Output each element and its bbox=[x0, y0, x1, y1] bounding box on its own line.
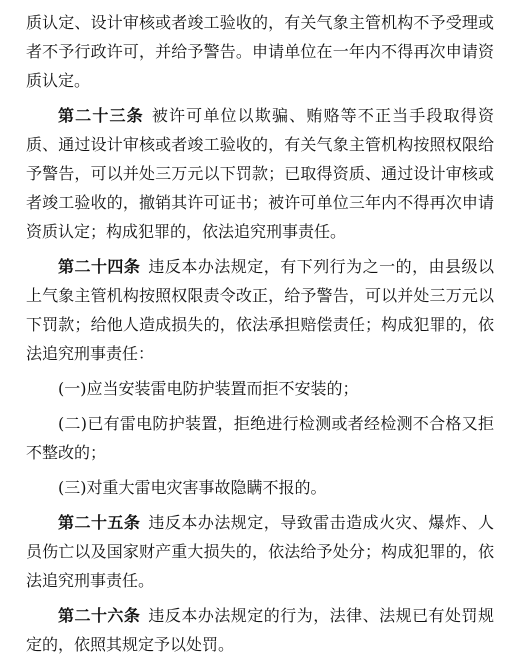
article-26 bbox=[26, 601, 494, 659]
list-item-1 bbox=[26, 374, 494, 403]
article-text: 被许可单位以欺骗、贿赂等不正当手段取得资质、通过设计审核或者竣工验收的，有关气象主管机构按照权限给予警告，可以并处三万元以下罚款；已取得资质、通过设计审核或者竣工验收的，撤销其许可证书；被许可单位三年内不得再次申请资质认定；构成犯罪的，依法追究刑事责任。 bbox=[26, 106, 494, 241]
article-text: 违反本办法规定，有下列行为之一的，由县级以上气象主管机构按照权限责令改正，给予警告，可以并处三万元以下罚款；给他人造成损失的，依法承担赔偿责任；构成犯罪的，依法追究刑事责任： bbox=[26, 257, 494, 363]
list-item-text: (三)对重大雷电灾害事故隐瞒不报的。 bbox=[58, 478, 327, 497]
article-heading: 第二十五条 bbox=[58, 513, 141, 532]
list-item-2 bbox=[26, 409, 494, 467]
article-text: 违反本办法规定的行为，法律、法规已有处罚规定的，依照其规定予以处罚。 bbox=[26, 606, 494, 654]
paragraph-continuation bbox=[26, 8, 494, 95]
article-text: 违反本办法规定，导致雷击造成火灾、爆炸、人员伤亡以及国家财产重大损失的，依法给予处分；构成犯罪的，依法追究刑事责任。 bbox=[26, 513, 494, 590]
list-item-3 bbox=[26, 473, 494, 502]
article-25 bbox=[26, 508, 494, 595]
document-page bbox=[26, 8, 494, 659]
paragraph-text: 质认定、设计审核或者竣工验收的，有关气象主管机构不予受理或者不予行政许可，并给予警告。申请单位在一年内不得再次申请资质认定。 bbox=[26, 13, 494, 90]
article-heading: 第二十四条 bbox=[58, 257, 141, 276]
article-24 bbox=[26, 252, 494, 368]
list-item-text: (二)已有雷电防护装置，拒绝进行检测或者经检测不合格又拒不整改的； bbox=[26, 414, 494, 462]
list-item-text: (一)应当安装雷电防护装置而拒不安装的； bbox=[58, 379, 359, 398]
article-23 bbox=[26, 101, 494, 246]
article-heading: 第二十三条 bbox=[58, 106, 144, 125]
article-heading: 第二十六条 bbox=[58, 606, 141, 625]
